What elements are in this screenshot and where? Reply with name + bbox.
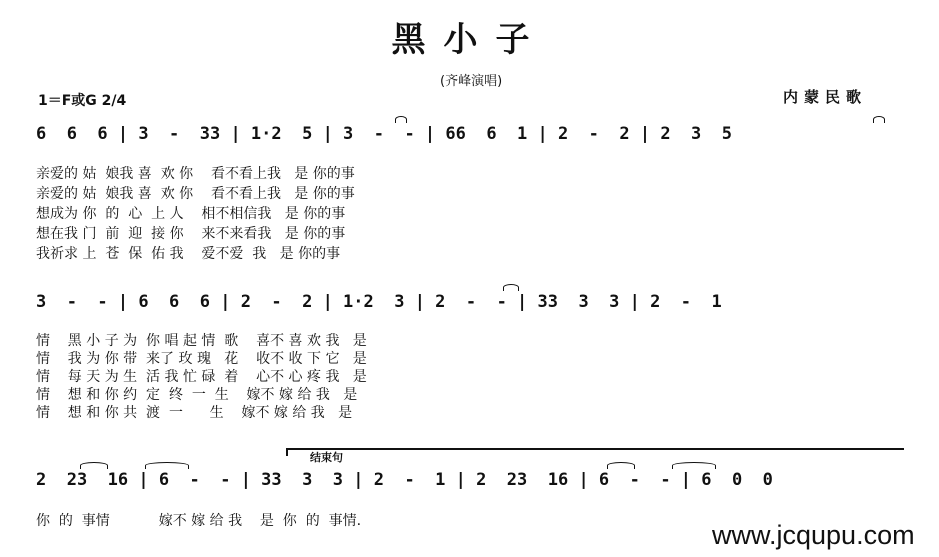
lyric-line-1-verse-4: 想在我 门 前 迎 接 你 来不来看我 是 你的事 xyxy=(36,226,346,242)
tie-mark xyxy=(145,462,189,469)
chorus-label: 结束句 xyxy=(310,451,343,464)
notation-line-1: 6 6 6 | 3 - 33 | 1·2 5 | 3 - - | 66 6 1 | 2 - 2 | 2 3 5 xyxy=(36,124,732,144)
lyric-line-2-verse-1: 情 黑 小 子 为 你 唱 起 情 歌 喜不 喜 欢 我 是 xyxy=(36,333,367,349)
key-signature: 1＝F或G 2/4 xyxy=(38,93,127,109)
notation-line-3: 2 23 16 | 6 - - | 33 3 3 | 2 - 1 | 2 23 16 | 6 - - | 6 0 0 xyxy=(36,470,773,490)
singer-credit: (齐峰演唱) xyxy=(440,74,503,89)
lyric-line-1-verse-1: 亲爱的 姑 娘我 喜 欢 你 看不看上我 是 你的事 xyxy=(36,166,355,182)
lyric-line-1-verse-2: 亲爱的 姑 娘我 喜 欢 你 看不看上我 是 你的事 xyxy=(36,186,355,202)
lyric-line-2-verse-5: 情 想 和 你 共 渡 一 生 嫁不 嫁 给 我 是 xyxy=(36,405,353,421)
chorus-bracket xyxy=(286,448,904,450)
lyric-line-2-verse-4: 情 想 和 你 约 定 终 一 生 嫁不 嫁 给 我 是 xyxy=(36,387,358,403)
ornament-mark xyxy=(395,116,407,123)
lyric-line-3: 你 的 事情 嫁不 嫁 给 我 是 你 的 事情. xyxy=(36,513,362,529)
notation-line-2: 3 - - | 6 6 6 | 2 - 2 | 1·2 3 | 2 - - | 33 3 3 | 2 - 1 xyxy=(36,292,722,312)
lyric-line-1-verse-3: 想成为 你 的 心 上 人 相不相信我 是 你的事 xyxy=(36,206,346,222)
song-origin: 内蒙民歌 xyxy=(783,88,868,106)
site-watermark: www.jcqupu.com xyxy=(712,520,915,550)
tie-mark xyxy=(80,462,108,469)
ornament-mark xyxy=(503,284,519,291)
ornament-mark xyxy=(873,116,885,123)
lyric-line-2-verse-3: 情 每 天 为 生 活 我 忙 碌 着 心不 心 疼 我 是 xyxy=(36,369,367,385)
song-title: 黑小子 xyxy=(391,20,548,60)
tie-mark xyxy=(607,462,635,469)
lyric-line-2-verse-2: 情 我 为 你 带 来了 玫 瑰 花 收不 收 下 它 是 xyxy=(36,351,367,367)
chorus-bracket-tick xyxy=(286,448,288,456)
lyric-line-1-verse-5: 我祈求 上 苍 保 佑 我 爱不爱 我 是 你的事 xyxy=(36,246,341,262)
tie-mark xyxy=(672,462,716,469)
